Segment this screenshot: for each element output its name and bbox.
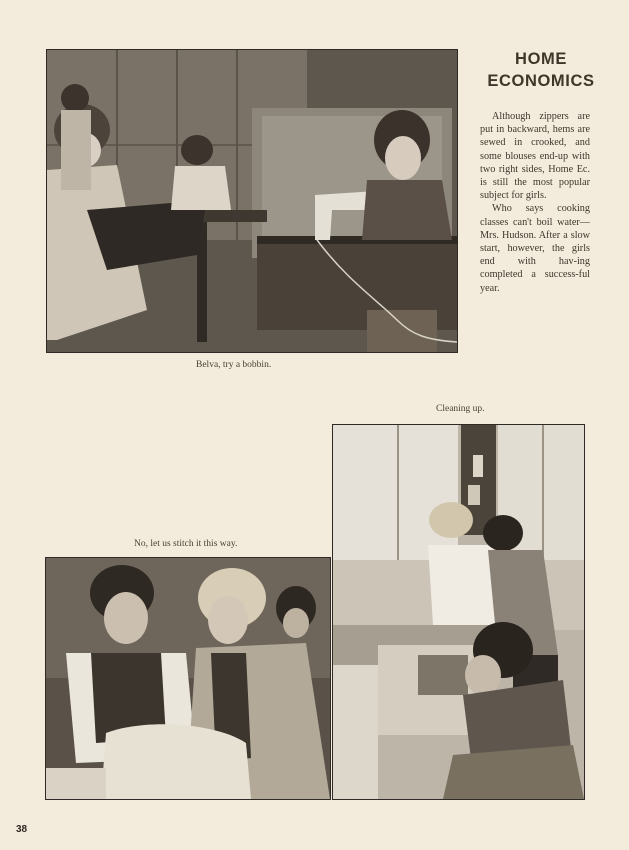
stitch-demonstration-photo [45, 557, 331, 800]
body-paragraph-1: Although zippers are put in backward, hems are sewed in crooked, and some blouses end-up with two right sides, Home Ec. is still the most popular subject for girls. [480, 111, 590, 202]
sewing-class-photo [46, 49, 458, 353]
page-number: 38 [16, 824, 28, 835]
article-body [480, 110, 590, 295]
kitchen-photo-caption: Cleaning up. [436, 404, 485, 414]
section-heading [482, 48, 600, 92]
stitch-photo-caption: No, let us stitch it this way. [134, 539, 238, 549]
heading-line-economics: ECONOMICS [487, 72, 595, 90]
kitchen-cleaning-photo [332, 424, 585, 800]
body-paragraph-2: Who says cooking classes can't boil water—Mrs. Hudson. After a slow start, however, the girls end with hav-ing completed a success-ful year. [480, 203, 590, 294]
sewing-photo-caption: Belva, try a bobbin. [196, 360, 272, 370]
heading-line-home: HOME [515, 50, 567, 68]
